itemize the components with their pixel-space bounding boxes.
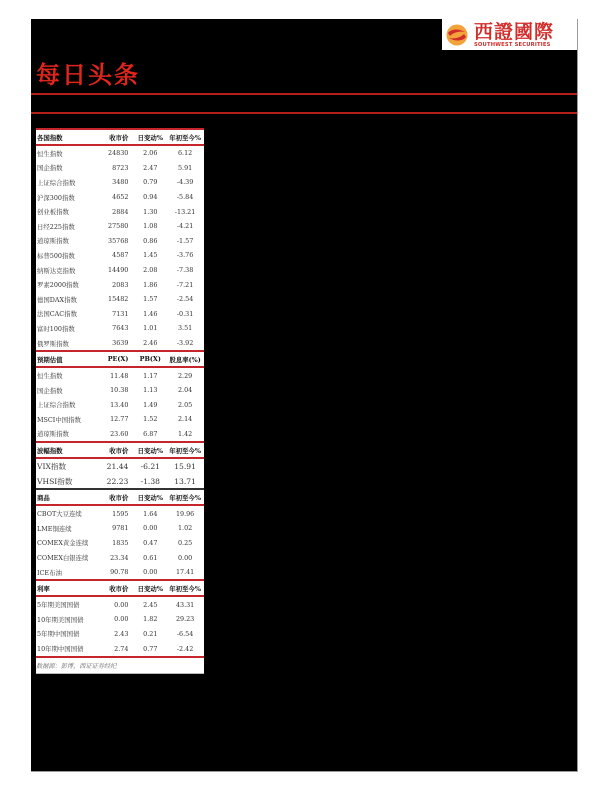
- cell-value: 43.31: [175, 600, 195, 609]
- cell-value: 3480: [112, 178, 129, 187]
- table-row: [36, 277, 204, 292]
- table-row: [36, 336, 204, 352]
- cell-value: 6.87: [143, 429, 158, 438]
- cell-value: 2083: [112, 280, 129, 289]
- column-header: 日变动%: [137, 493, 163, 502]
- market-data-table: [36, 128, 204, 674]
- cell-value: -3.76: [176, 251, 194, 260]
- row-label: 创业板指数: [37, 208, 69, 217]
- cell-value: 2884: [112, 207, 129, 216]
- column-header: 年初至今%: [169, 133, 201, 142]
- title-divider-top: [31, 93, 577, 95]
- cell-value: 4652: [112, 193, 129, 202]
- table-row: [36, 412, 204, 427]
- cell-value: 12.77: [110, 415, 129, 424]
- section-header-commodity: [36, 489, 204, 505]
- column-header: 年初至今%: [169, 446, 201, 455]
- cell-value: 1.30: [143, 207, 158, 216]
- section-header-valuation: [36, 351, 204, 367]
- table-row: [36, 596, 204, 612]
- row-label: 道琼斯指数: [37, 237, 69, 246]
- cell-value: -5.84: [176, 193, 194, 202]
- page-title: 每日头条: [36, 60, 140, 89]
- cell-value: 9781: [112, 524, 129, 533]
- table-row: [36, 367, 204, 383]
- cell-value: 2.05: [177, 400, 193, 409]
- cell-value: 1.49: [143, 400, 158, 409]
- cell-value: 19.96: [175, 509, 195, 518]
- row-label: 恒生指数: [37, 372, 63, 381]
- table-row: [36, 627, 204, 642]
- cell-value: 1.86: [143, 280, 158, 289]
- cell-value: 2.08: [143, 266, 158, 275]
- column-header: PE(X): [107, 355, 129, 364]
- table-row: [36, 145, 204, 161]
- row-label: ICE布油: [37, 568, 62, 577]
- row-label: COMEX黄金连续: [37, 539, 89, 548]
- cell-value: 7643: [112, 324, 129, 333]
- row-label: 10年期美国国债: [37, 615, 84, 624]
- logo-mark-icon: [446, 24, 468, 46]
- cell-value: 1.17: [143, 371, 158, 380]
- cell-value: 0.79: [143, 178, 158, 187]
- cell-value: 17.41: [175, 568, 195, 577]
- logo-name-cn: 西證國際: [474, 20, 555, 43]
- cell-value: 0.86: [143, 236, 158, 245]
- cell-value: 1835: [112, 538, 129, 547]
- row-label: 纳斯达克指数: [37, 266, 76, 275]
- row-label: 罗素2000指数: [37, 281, 79, 290]
- row-label: 法国CAC指数: [37, 310, 77, 319]
- cell-value: 5.91: [177, 163, 193, 172]
- column-header: 股息率(%): [169, 355, 201, 364]
- cell-value: 1.52: [143, 415, 158, 424]
- cell-value: -1.57: [176, 236, 194, 245]
- table-row: [36, 521, 204, 536]
- cell-value: 13.71: [174, 476, 196, 486]
- cell-value: 2.04: [177, 386, 193, 395]
- cell-value: 2.29: [177, 371, 193, 380]
- row-label: 富时100指数: [37, 324, 75, 333]
- column-header: 各国指数: [37, 133, 63, 142]
- table-row: [36, 204, 204, 219]
- row-label: 标普500指数: [37, 251, 75, 260]
- cell-value: -4.21: [176, 222, 194, 231]
- table-row: [36, 219, 204, 234]
- table-row: [36, 248, 204, 263]
- table-row: [36, 474, 204, 490]
- table-row: [36, 427, 204, 443]
- cell-value: 22.23: [106, 476, 129, 486]
- cell-value: -6.21: [140, 462, 161, 472]
- cell-value: 0.94: [143, 193, 158, 202]
- cell-value: 1.64: [143, 509, 158, 518]
- row-label: LME铜连续: [37, 524, 72, 533]
- cell-value: 8723: [112, 163, 129, 172]
- cell-value: -7.38: [176, 266, 194, 275]
- column-header: 收市价: [109, 584, 129, 593]
- cell-value: 24830: [108, 149, 129, 158]
- cell-value: 29.23: [175, 615, 195, 624]
- cell-value: 2.43: [114, 629, 129, 638]
- logo-name-en: SOUTHWEST SECURITIES: [474, 41, 551, 48]
- cell-value: -3.92: [176, 339, 194, 348]
- cell-value: 2.74: [114, 644, 129, 653]
- table-bottom-border: [36, 673, 204, 674]
- cell-value: -6.54: [176, 629, 194, 638]
- row-label: COMEX白银连续: [37, 554, 89, 563]
- column-header: 年初至今%: [169, 493, 201, 502]
- cell-value: 23.34: [110, 553, 129, 562]
- cell-value: -2.42: [176, 644, 194, 653]
- cell-value: 0.21: [143, 629, 158, 638]
- row-label: 道琼斯指数: [37, 430, 69, 439]
- cell-value: 1.57: [143, 295, 158, 304]
- table-row: [36, 536, 204, 551]
- cell-value: 21.44: [106, 462, 129, 472]
- title-divider-bottom: [31, 112, 577, 114]
- table-row: [36, 234, 204, 249]
- cell-value: 10.38: [110, 386, 129, 395]
- table-row: [36, 175, 204, 190]
- row-label: 德国DAX指数: [37, 295, 77, 304]
- column-header: 波幅指数: [37, 446, 63, 455]
- cell-value: -1.38: [140, 476, 161, 486]
- cell-value: -4.39: [176, 178, 194, 187]
- column-header: 商品: [37, 493, 50, 502]
- cell-value: -7.21: [176, 280, 194, 289]
- cell-value: 2.06: [143, 149, 158, 158]
- cell-value: 27580: [108, 222, 129, 231]
- row-label: 上证综合指数: [37, 178, 76, 187]
- column-header: 收市价: [109, 446, 129, 455]
- table-row: [36, 398, 204, 413]
- cell-value: 0.00: [143, 568, 158, 577]
- cell-value: 1.45: [143, 251, 158, 260]
- cell-value: 1.02: [177, 524, 193, 533]
- row-label: 上证综合指数: [37, 401, 76, 410]
- cell-value: 0.00: [177, 553, 193, 562]
- column-header: PB(X): [139, 355, 161, 364]
- cell-value: 15.91: [174, 462, 196, 472]
- cell-value: 1.42: [177, 429, 193, 438]
- cell-value: 1.08: [143, 222, 158, 231]
- cell-value: 15482: [108, 295, 129, 304]
- cell-value: 2.14: [177, 415, 193, 424]
- cell-value: 1595: [112, 509, 129, 518]
- cell-value: 2.46: [143, 339, 158, 348]
- table-row: [36, 505, 204, 521]
- cell-value: 35768: [108, 236, 129, 245]
- table-row: [36, 307, 204, 322]
- cell-value: 6.12: [177, 149, 193, 158]
- row-label: MSCI中国指数: [37, 415, 81, 424]
- company-logo: [442, 19, 577, 50]
- column-header: 日变动%: [137, 133, 163, 142]
- row-label: 日经225指数: [37, 222, 75, 231]
- table-row: [36, 190, 204, 205]
- row-label: 国企指数: [37, 164, 63, 173]
- cell-value: 14490: [108, 266, 129, 275]
- cell-value: 1.01: [143, 324, 158, 333]
- cell-value: 7131: [112, 309, 129, 318]
- cell-value: 1.13: [143, 386, 158, 395]
- cell-value: -0.31: [176, 309, 194, 318]
- row-label: 俄罗斯指数: [37, 339, 69, 348]
- cell-value: 90.78: [110, 568, 129, 577]
- row-label: 5年期美国国债: [37, 601, 80, 610]
- cell-value: 3639: [112, 339, 129, 348]
- section-header-rates: [36, 580, 204, 596]
- row-label: 10年期中国国债: [37, 645, 84, 654]
- row-label: 5年期中国国债: [37, 630, 80, 639]
- cell-value: 11.48: [110, 371, 129, 380]
- table-row: [36, 263, 204, 278]
- table-row: [36, 458, 204, 474]
- row-label: 恒生指数: [37, 149, 63, 158]
- column-header: 利率: [37, 584, 50, 593]
- table-row: [36, 565, 204, 581]
- row-label: CBOT大豆连续: [37, 510, 82, 519]
- cell-value: 4587: [112, 251, 129, 260]
- cell-value: 13.40: [110, 400, 129, 409]
- cell-value: 0.47: [143, 538, 158, 547]
- cell-value: 23.60: [110, 429, 129, 438]
- cell-value: 0.00: [143, 524, 158, 533]
- row-label: 沪深300指数: [37, 193, 75, 202]
- cell-value: 3.51: [177, 324, 193, 333]
- cell-value: 2.47: [143, 163, 158, 172]
- table-row: [36, 292, 204, 307]
- table-row: [36, 161, 204, 176]
- column-header: 日变动%: [137, 584, 163, 593]
- cell-value: 0.00: [114, 600, 129, 609]
- cell-value: 0.61: [143, 553, 158, 562]
- row-label: VHSI指数: [37, 476, 73, 486]
- row-label: VIX指数: [37, 462, 67, 472]
- section-header-volatility: [36, 442, 204, 458]
- table-row: [36, 612, 204, 627]
- column-header: 日变动%: [137, 446, 163, 455]
- cell-value: 1.82: [143, 615, 158, 624]
- table-row: [36, 383, 204, 398]
- source-footnote-row: [36, 657, 204, 673]
- cell-value: 2.45: [143, 600, 158, 609]
- cell-value: 0.00: [114, 615, 129, 624]
- cell-value: -13.21: [174, 207, 196, 216]
- table-row: [36, 641, 204, 657]
- table-row: [36, 321, 204, 336]
- column-header: 收市价: [109, 493, 129, 502]
- column-header: 预期估值: [37, 355, 63, 364]
- table-row: [36, 550, 204, 565]
- source-footnote: 数据源：彭博，西证证券经纪: [36, 657, 204, 673]
- column-header: 收市价: [109, 133, 129, 142]
- cell-value: 0.25: [177, 538, 193, 547]
- section-header-index: [36, 129, 204, 145]
- row-label: 国企指数: [37, 386, 63, 395]
- cell-value: 1.46: [143, 309, 158, 318]
- column-header: 年初至今%: [169, 584, 201, 593]
- cell-value: -2.54: [176, 295, 194, 304]
- cell-value: 0.77: [143, 644, 158, 653]
